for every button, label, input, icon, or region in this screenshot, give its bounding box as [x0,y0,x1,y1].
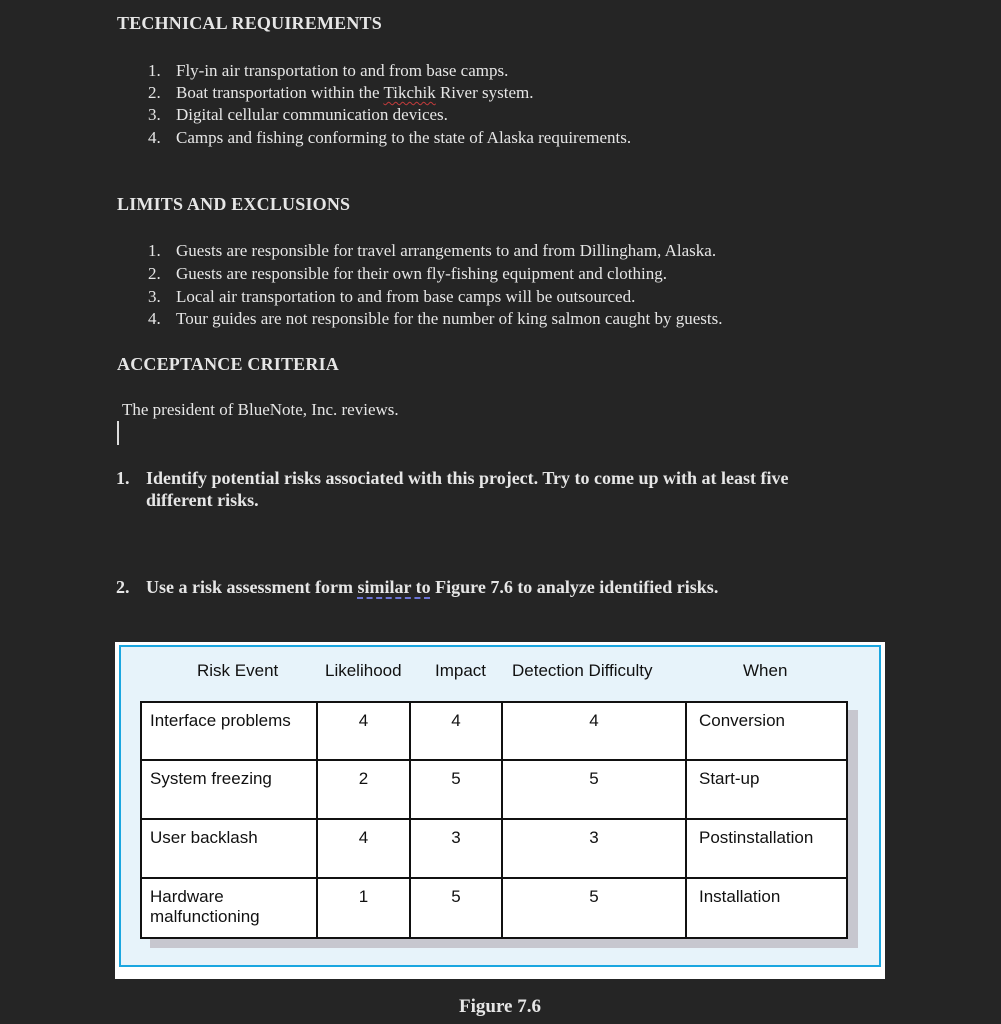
text-cursor [117,421,119,445]
limits-item-4: 4. Tour guides are not responsible for the number of king salmon caught by guests. [148,309,723,328]
question-1: 1. Identify potential risks associated with this project. Try to come up with at least five different risks. [116,468,789,510]
when-cell: Installation [686,878,847,938]
question-2: 2. Use a risk assessment form similar to Figure 7.6 to analyze identified risks. [116,577,719,597]
spelling-flag[interactable]: Tikchik [383,83,436,102]
technical-item-3: 3. Digital cellular communication devices. [148,105,448,124]
when-cell: Conversion [686,702,847,760]
header-when: When [743,661,788,680]
table-row [141,878,847,938]
technical-item-2: 2. Boat transportation within the Tikchik River system. [148,83,534,102]
impact-cell: 5 [410,878,502,938]
header-impact: Impact [435,661,487,680]
limits-item-3: 3. Local air transportation to and from base camps will be outsourced. [148,287,636,306]
grammar-flag[interactable]: similar to [357,577,431,597]
acceptance-heading: ACCEPTANCE CRITERIA [117,354,339,374]
detection-cell: 5 [502,878,686,938]
likelihood-cell: 1 [317,878,410,938]
risk-table [140,701,848,939]
limits-item-1: 1. Guests are responsible for travel arrangements to and from Dillingham, Alaska. [148,241,717,260]
technical-requirements-heading: TECHNICAL REQUIREMENTS [117,13,382,33]
acceptance-text: The president of BlueNote, Inc. reviews. [122,400,399,419]
table-row [141,819,847,878]
limits-item-2: 2. Guests are responsible for their own fly-fishing equipment and clothing. [148,264,667,283]
risk-event-cell: Interface problems [141,702,317,760]
detection-cell: 3 [502,819,686,878]
header-detection-difficulty: Detection Difficulty [512,661,653,680]
impact-cell: 3 [410,819,502,878]
limits-heading: LIMITS AND EXCLUSIONS [117,194,351,214]
header-risk-event: Risk Event [197,661,279,680]
technical-item-1: 1. Fly-in air transportation to and from base camps. [148,61,509,80]
impact-cell: 4 [410,702,502,760]
when-cell: Start-up [686,760,847,819]
header-likelihood: Likelihood [325,661,402,680]
likelihood-cell: 2 [317,760,410,819]
when-cell: Postinstallation [686,819,847,878]
detection-cell: 4 [502,702,686,760]
risk-event-cell: Hardware malfunctioning [141,878,317,938]
table-row [141,760,847,819]
likelihood-cell: 4 [317,819,410,878]
technical-item-4: 4. Camps and fishing conforming to the state of Alaska requirements. [148,128,632,147]
risk-event-cell: User backlash [141,819,317,878]
figure-caption: Figure 7.6 [459,996,541,1017]
impact-cell: 5 [410,760,502,819]
detection-cell: 5 [502,760,686,819]
risk-event-cell: System freezing [141,760,317,819]
likelihood-cell: 4 [317,702,410,760]
table-row [141,702,847,760]
